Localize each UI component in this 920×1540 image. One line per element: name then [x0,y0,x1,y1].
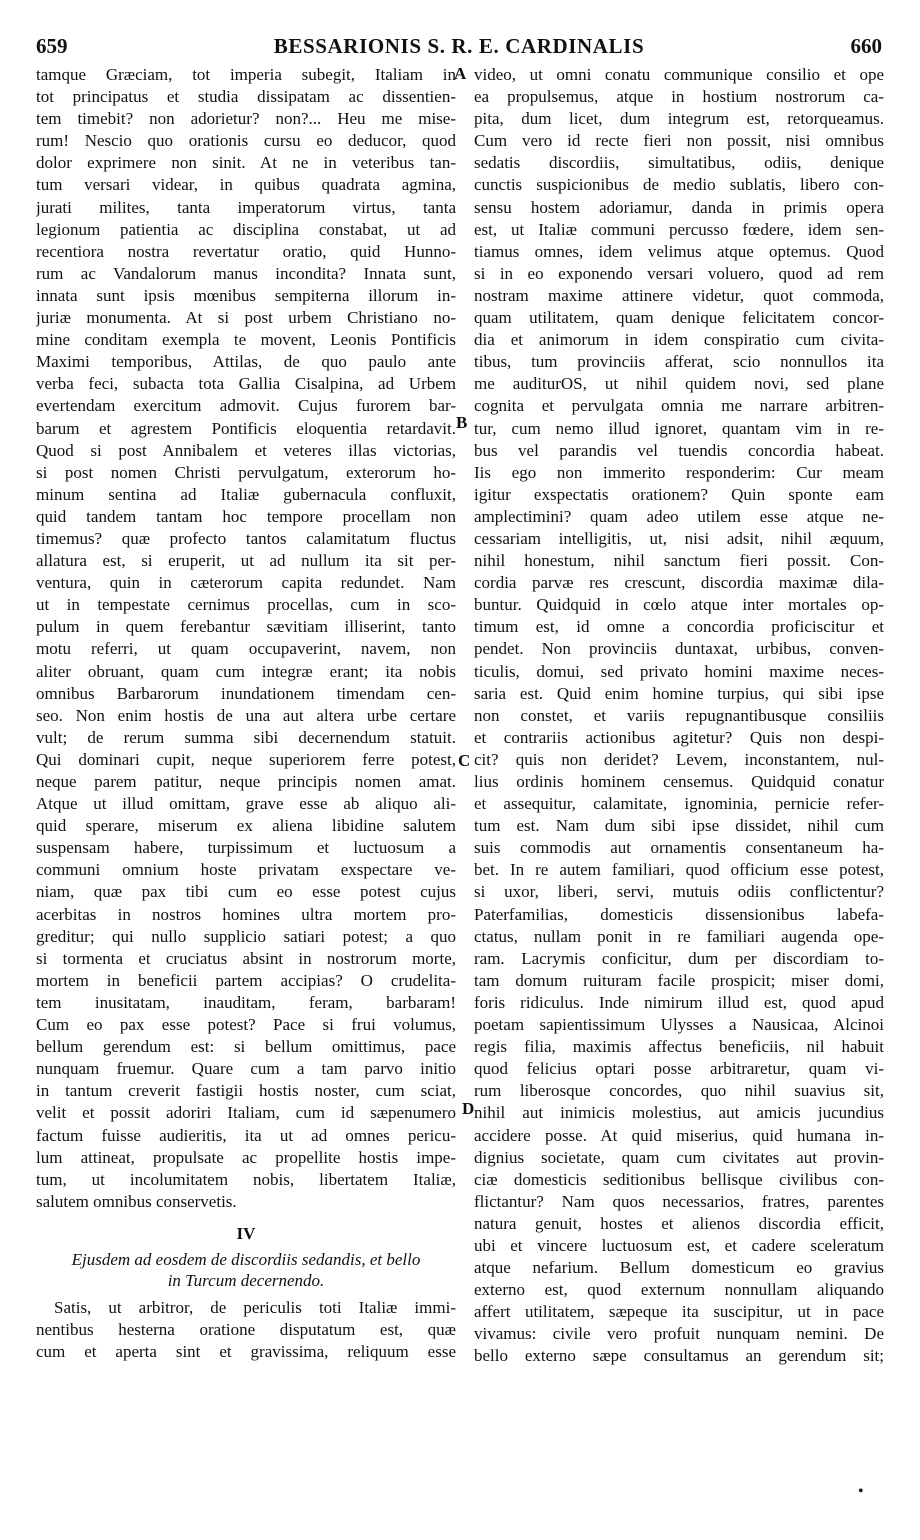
text-line: tam domum ruituram facile prospicit; miser domi, [474,970,884,990]
text-line: amplectimini? quam adeo utilem esse atque ne- [474,506,884,526]
text-line: minum sentina ad Italiæ gubernacula confluxit, [36,484,456,504]
text-line: Quod si post Annibalem et veteres illas victorias, [36,440,456,460]
text-line: bet. In re autem familiari, quod officium esse potest, [474,860,884,880]
text-line: recentiora nostra revertatur oratio, quid Hunno- [36,241,456,261]
text-line: poetam sapientissimum Ulysses a Nausicaa, Alcinoi [474,1015,884,1035]
text-line: me auditurOS, ut nihil quidem novi, sed plane [474,374,884,394]
margin-marker-b: B [456,413,468,432]
text-line: cordia parvæ res crescunt, discordia maximæ dila- [474,573,884,593]
text-line: Satis, ut arbitror, de periculis toti Italiæ immi- [54,1297,456,1317]
text-line: tur, cum nemo illud ignoret, quantam vim in re- [474,418,884,438]
text-line: mortem in beneficii partem accipias? O crudelita- [36,970,456,990]
text-line: saria est. Quid enim homine turpius, qui sibi ipse [474,683,884,703]
text-line: neque parem patitur, neque principis nomen amat. [36,772,456,791]
margin-marker-d: D [462,1099,475,1118]
right-column [474,64,884,1368]
text-line: vivamus: civile vero profuit nunquam nemini. De [474,1324,884,1344]
text-line: tiamus omnes, idem velimus atque optemus. Quod [474,241,884,261]
text-line: tot principatus et studia dissipatam ac dissentien- [36,87,456,107]
running-title: BESSARIONIS S. R. E. CARDINALIS [273,34,645,58]
text-line: quod felicius optari posse arbitraretur, quam vi- [474,1059,884,1079]
text-line: cum et aperta sint et gravissima, reliquum esse [36,1342,456,1362]
text-line: greditur; qui nullo supplicio satiari potest; a quo [36,926,456,946]
text-line: si post nomen Christi pervulgatum, exterorum ho- [36,462,456,482]
margin-marker-a: A [454,64,467,83]
text-line: tum, ut incolumitatem nobis, libertatem Italiæ, [36,1169,456,1189]
margin-marker-c: C [458,751,471,770]
text-line: tibus, tum provinciis afferat, scio nonnullos ita [474,352,884,372]
text-line: tem timebit? non adorietur? non?... Heu me mise- [36,109,456,129]
text-line: ticulis, domui, sed privato homini maxime neces- [474,661,884,681]
text-line: igitur exspectatis orationem? Quin sponte eam [474,484,884,504]
text-line: mine conditam exempla te movent, Leonis Pontificis [36,330,456,350]
text-line: jurati milites, tanta imperatorum virtus, tanta [36,197,456,217]
text-line: pita, dum licet, dum integrum est, retorqueamus. [474,109,884,129]
text-line: aliter obruant, quam cum integræ erant; ita nobis [36,661,456,681]
text-line: salutem omnibus conservetis. [36,1191,237,1211]
text-line: in tantum creverit fastigii hostis noster, cum sciat, [36,1081,456,1101]
text-line: nunquam fruemur. Quare cum a tam parvo initio [36,1059,456,1079]
text-line: ram. Lacrymis conficitur, dum per discordiam to- [474,948,884,968]
text-line: ventura, quin in cæterorum capita redundet. Nam [36,573,456,593]
text-line: rum liberosque concordes, quo nihil suavius sit, [474,1081,884,1101]
text-line: natura genuit, hostes et alienos discordia efficit, [474,1213,884,1233]
text-line: bello externo sæpe consultamus an gerendum sit; [474,1346,884,1366]
text-line: nostram maxime attinere videtur, quot commoda, [474,285,884,305]
text-line: verba feci, subacta tota Gallia Cisalpina, ad Urbem [36,374,456,394]
text-line: evertendam exercitum admovit. Cujus furorem bar- [36,396,456,416]
text-line: Iis ego non immerito responderim: Cur meam [474,462,884,482]
text-line: si uxor, liberi, servi, mutuis odiis conflictentur? [474,882,884,902]
text-line: Maximi temporibus, Attilas, de quo paulo ante [36,352,456,372]
text-line: velit et possit adoriri Italiam, cum id sæpenumero [36,1103,456,1123]
text-line: lius ordinis hominem censemus. Quidquid conatur [474,772,884,791]
text-line: et assequitur, calamitate, ignominia, pernicie refer- [474,794,884,814]
text-line: quam utilitatem, quam denique felicitatem concor- [474,308,884,328]
text-line: innata sunt ipsis mœnibus sempiterna illorum in- [36,285,456,305]
text-line: foris ridiculus. Inde nimirum illud est, quod apud [474,992,884,1012]
text-line: sedatis discordiis, simultatibus, odiis, denique [474,153,884,173]
text-line: accidere posse. At quid miserius, quid humana in- [474,1125,884,1145]
text-line: timum est, id omne a concordia proficiscitur et [474,617,884,637]
text-line: barum et agrestem Pontificis eloquentia retardavit. [36,418,456,438]
text-line: suis commodis aut ornamentis consentaneum ha- [474,838,884,858]
text-line: motu referri, ut quam occupaverint, navem, non [36,639,456,659]
text-line: Atque ut illud omittam, grave esse ab aliquo ali- [36,794,456,814]
text-line: nentibus hesterna oratione disputatum est, quæ [36,1319,456,1339]
page-mark: • [858,1483,864,1500]
text-line: vult; de rerum summa sibi decernendum statuit. [36,727,456,747]
text-line: tem inusitatam, inauditam, feram, barbaram! [36,992,456,1012]
text-line: dignius societate, quam cum civitates aut provin- [474,1147,884,1167]
text-line: Qui dominari cupit, neque superiorem ferre potest, [36,749,456,769]
text-line: flictantur? Nam quos necessarios, fratres, parentes [474,1191,884,1211]
text-line: omnibus Barbarorum inundationem timendam cen- [36,683,456,703]
text-line: regis filia, maximis affectus beneficiis, nil habuit [474,1037,884,1057]
text-line: cunctis suspicionibus de medio sublatis, libero con- [474,175,884,195]
left-column [36,64,456,1363]
page-number-left: 659 [36,34,68,58]
text-line: nihil aut inimicis molestius, aut amicis jucundius [474,1103,884,1123]
text-line: dolor exprimere non sinit. At ne in veteribus tan- [36,153,456,173]
text-line: lum attineat, propulsate ac propellite hostis impe- [36,1147,456,1167]
text-line: quid sperare, miserum ex aliena libidine salutem [36,816,456,836]
text-line: rum! Nescio quo orationis cursu eo deducor, quod [36,131,456,151]
text-line: bellum gerendum est: si bellum omittimus, pace [36,1037,456,1057]
running-header [36,34,882,64]
text-line: atque nefarium. Bellum domesticum eo gravius [474,1258,884,1278]
text-line: tamque Græciam, tot imperia subegit, Italiam in [36,65,456,84]
text-line: rum ac Vandalorum manus incondita? Innata sunt, [36,263,456,283]
text-line: niam, quæ pax tibi cum eo esse potest cujus [36,882,456,902]
text-line: bus vel parandis vel tuendis concordia habeat. [474,440,884,460]
text-line: communi omnium hoste privatam exspectare ve- [36,860,456,880]
text-line: cognita et pervulgata omnia me narrare arbitren- [474,396,884,416]
text-line: pulum in quem ferebantur sævitiam illiserint, tanto [36,617,456,637]
text-line: acerbitas in nostros homines ultra mortem pro- [36,904,456,924]
text-line: externo est, quod externum nonnullam aliquando [474,1280,884,1300]
text-line: Cum eo pax esse potest? Pace si frui volumus, [36,1015,456,1035]
text-line: non constet, et variis repugnantibusque consiliis [474,705,884,725]
section-number: IV [236,1223,256,1243]
text-line: cessariam intelligitis, ut, nisi adsit, nihil æquum, [474,528,884,548]
text-line: timemus? quæ profecto tantos calamitatum fluctus [36,528,456,548]
text-line: si tormenta et cruciatus absint in nostrorum morte, [36,948,456,968]
text-line: video, ut omni conatu communique consilio et ope [474,65,884,84]
text-line: cit? quis non deridet? Levem, inconstantem, nul- [474,749,884,769]
text-line: affert utilitatem, sæpeque ita suscipitur, ut in pace [474,1302,884,1322]
text-line: tum versari videar, in quibus quadrata agmina, [36,175,456,195]
text-line: Cum vero id recte fieri non possit, nisi omnibus [474,131,884,151]
text-line: tum est. Nam dum sibi ipse dissidet, nihil cum [474,816,884,836]
text-line: nihil honestum, nihil sanctum fieri possit. Con- [474,551,884,571]
text-line: factum fuisse audieritis, ita ut ad omnes pericu- [36,1125,456,1145]
text-line: si in eo exponendo versari voluero, quod ad rem [474,263,884,283]
text-line: suspensam habere, turpissimum et luctuosum a [36,838,456,858]
text-line: ut in tempestate cernimus procellas, cum in sco- [36,595,456,615]
text-line: quid tandem tantam hoc tempore procellam non [36,506,456,526]
text-line: allatura est, si eruperit, ut ad nullum ita sit per- [36,551,456,571]
page-number-right: 660 [850,34,882,58]
text-line: buntur. Quidquid in cœlo atque inter mortales op- [474,595,884,615]
text-line: juriæ monumenta. At si post urbem Christiano no- [36,308,456,328]
section-title-line: in Turcum decernendo. [167,1270,325,1290]
text-line: et contrariis actionibus agitetur? Quis non despi- [474,727,884,747]
text-line: sensu hostem adoriamur, danda in primis opera [474,197,884,217]
text-line: legionum patientia ac disciplina constabat, ut ad [36,219,456,239]
text-line: est, ut Italiæ communi percusso fœdere, idem sen- [474,219,884,239]
text-line: ciæ domesticis seditionibus bellisque civilibus con- [474,1169,884,1189]
text-line: pendet. Non provinciis duntaxat, urbibus, conven- [474,639,884,659]
text-line: ctatus, nullam ponit in re familiari augenda ope- [474,926,884,946]
text-line: dia et animorum in idem conspiratio cum civita- [474,330,884,350]
text-line: ubi et vincere luctuosum est, et cadere sceleratum [474,1235,884,1255]
text-line: seo. Non enim hostis de una aut altera urbe certare [36,705,456,725]
text-line: ea propulsemus, atque in hostium nostrorum ca- [474,87,884,107]
section-title-line: Ejusdem ad eosdem de discordiis sedandis, et bello [71,1249,421,1269]
text-line: Paterfamilias, domesticis dissensionibus labefa- [474,904,884,924]
